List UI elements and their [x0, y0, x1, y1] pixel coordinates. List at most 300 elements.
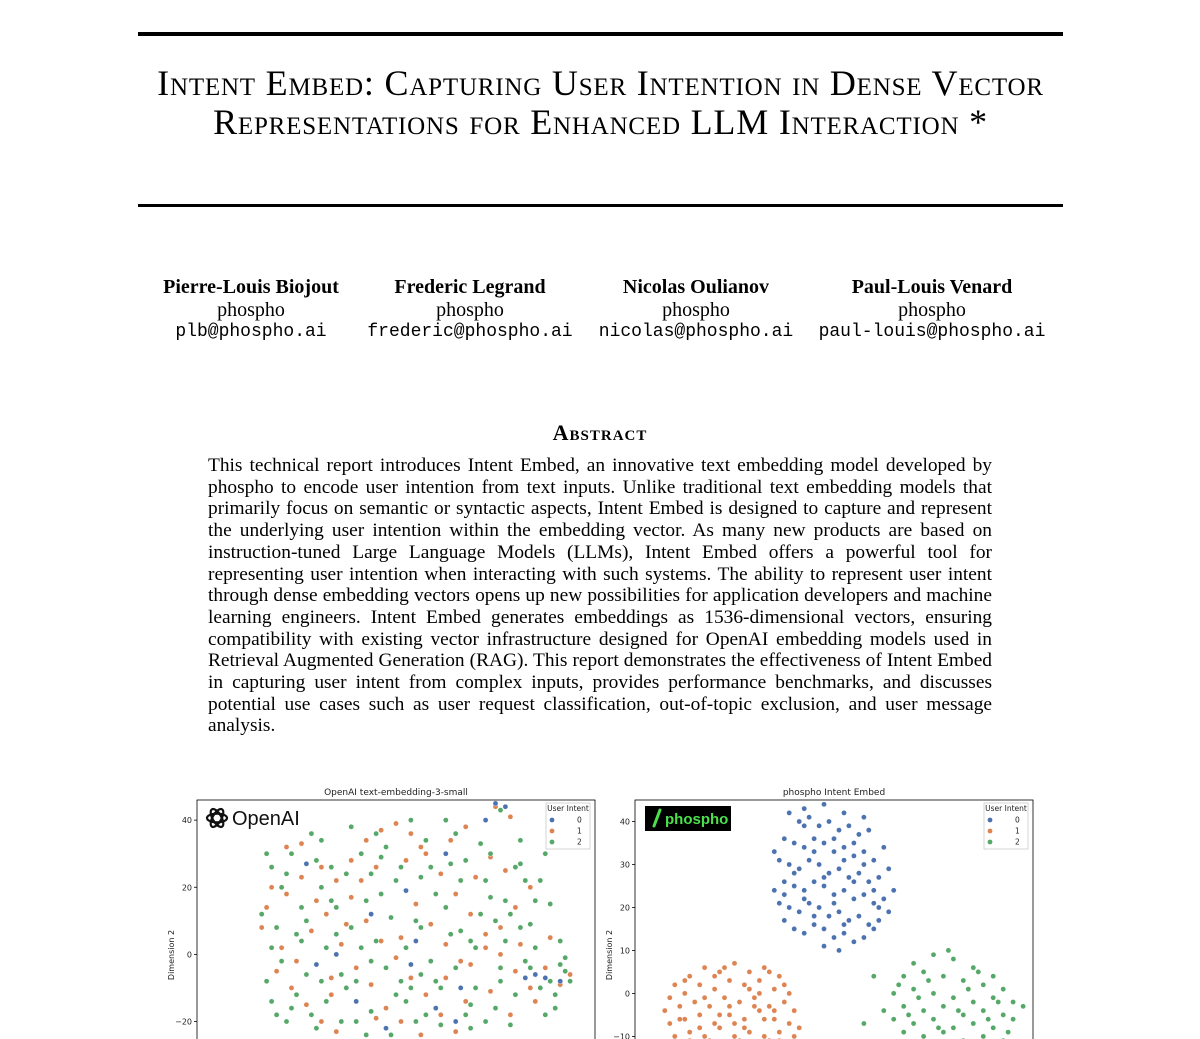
scatter-point-intent-1 — [319, 865, 324, 870]
scatter-point-intent-2 — [861, 1021, 866, 1026]
scatter-point-intent-0 — [836, 866, 841, 871]
scatter-point-intent-0 — [876, 918, 881, 923]
figure-openai-scatter — [160, 780, 610, 1039]
scatter-point-intent-2 — [379, 891, 384, 896]
scatter-point-intent-0 — [802, 931, 807, 936]
openai-knot-icon — [207, 807, 227, 829]
scatter-point-intent-2 — [563, 969, 568, 974]
scatter-point-intent-2 — [418, 925, 423, 930]
scatter-point-intent-1 — [662, 1008, 667, 1013]
scatter-point-intent-1 — [702, 965, 707, 970]
scatter-point-intent-0 — [866, 879, 871, 884]
scatter-point-intent-1 — [349, 858, 354, 863]
scatter-point-intent-2 — [458, 878, 463, 883]
scatter-point-intent-0 — [433, 1006, 438, 1011]
scatter-point-intent-0 — [782, 836, 787, 841]
scatter-point-intent-2 — [906, 1012, 911, 1017]
scatter-point-intent-1 — [528, 985, 533, 990]
scatter-point-intent-1 — [513, 905, 518, 910]
scatter-point-intent-0 — [831, 901, 836, 906]
scatter-point-intent-2 — [284, 871, 289, 876]
title-rule-top — [138, 32, 1063, 36]
scatter-point-intent-0 — [807, 858, 812, 863]
scatter-point-intent-2 — [468, 1002, 473, 1007]
scatter-point-intent-0 — [817, 823, 822, 828]
scatter-point-intent-2 — [438, 985, 443, 990]
scatter-point-intent-0 — [871, 901, 876, 906]
scatter-point-intent-0 — [821, 802, 826, 807]
scatter-point-intent-2 — [364, 898, 369, 903]
scatter-point-intent-2 — [349, 824, 354, 829]
scatter-point-intent-2 — [488, 895, 493, 900]
scatter-point-intent-1 — [762, 1034, 767, 1039]
scatter-point-intent-2 — [528, 965, 533, 970]
scatter-point-intent-1 — [354, 965, 359, 970]
scatter-point-intent-0 — [821, 926, 826, 931]
scatter-point-intent-1 — [737, 999, 742, 1004]
scatter-point-intent-1 — [667, 995, 672, 1000]
scatter-point-intent-0 — [777, 858, 782, 863]
scatter-point-intent-1 — [702, 1034, 707, 1039]
scatter-point-intent-1 — [374, 865, 379, 870]
scatter-point-intent-0 — [807, 901, 812, 906]
scatter-point-intent-1 — [359, 878, 364, 883]
scatter-point-intent-0 — [851, 939, 856, 944]
scatter-point-intent-0 — [304, 861, 309, 866]
scatter-point-intent-2 — [553, 1006, 558, 1011]
scatter-point-intent-0 — [861, 935, 866, 940]
scatter-point-intent-2 — [513, 992, 518, 997]
scatter-point-intent-0 — [831, 836, 836, 841]
scatter-point-intent-0 — [493, 801, 498, 806]
scatter-point-intent-0 — [846, 823, 851, 828]
chart-title: OpenAI text-embedding-3-small — [324, 788, 468, 798]
scatter-point-intent-1 — [379, 938, 384, 943]
data-points — [259, 801, 573, 1038]
scatter-point-intent-1 — [757, 978, 762, 983]
scatter-point-intent-1 — [329, 992, 334, 997]
scatter-point-intent-1 — [762, 965, 767, 970]
scatter-point-intent-2 — [468, 1026, 473, 1031]
scatter-point-intent-1 — [568, 972, 573, 977]
scatter-point-intent-2 — [274, 1012, 279, 1017]
scatter-point-intent-0 — [792, 883, 797, 888]
author-affiliation: phospho — [217, 299, 285, 321]
scatter-point-intent-2 — [304, 972, 309, 977]
scatter-point-intent-2 — [423, 1012, 428, 1017]
scatter-point-intent-0 — [483, 818, 488, 823]
scatter-point-intent-2 — [309, 831, 314, 836]
scatter-point-intent-2 — [513, 865, 518, 870]
scatter-point-intent-0 — [383, 1026, 388, 1031]
scatter-point-intent-1 — [314, 898, 319, 903]
scatter-point-intent-1 — [717, 1025, 722, 1030]
scatter-point-intent-0 — [458, 985, 463, 990]
scatter-point-intent-2 — [508, 1022, 513, 1027]
scatter-point-intent-0 — [886, 866, 891, 871]
scatter-point-intent-1 — [727, 978, 732, 983]
scatter-point-intent-2 — [946, 948, 951, 953]
scatter-point-intent-2 — [284, 1019, 289, 1024]
scatter-point-intent-2 — [1021, 1004, 1026, 1009]
scatter-point-intent-1 — [742, 982, 747, 987]
scatter-point-intent-2 — [896, 982, 901, 987]
scatter-point-intent-1 — [453, 891, 458, 896]
scatter-point-intent-2 — [1011, 1017, 1016, 1022]
scatter-point-intent-2 — [916, 995, 921, 1000]
scatter-point-intent-2 — [453, 965, 458, 970]
legend-title: User Intent — [547, 804, 589, 813]
scatter-point-intent-0 — [831, 935, 836, 940]
scatter-point-intent-0 — [812, 922, 817, 927]
scatter-point-intent-1 — [528, 885, 533, 890]
scatter-point-intent-2 — [966, 987, 971, 992]
scatter-point-intent-1 — [299, 875, 304, 880]
openai-scatter-chart — [160, 780, 610, 1039]
scatter-point-intent-0 — [881, 896, 886, 901]
scatter-point-intent-1 — [418, 1032, 423, 1037]
scatter-point-intent-2 — [319, 885, 324, 890]
scatter-point-intent-2 — [941, 974, 946, 979]
data-points — [662, 802, 1025, 1039]
scatter-point-intent-0 — [369, 912, 374, 917]
scatter-point-intent-0 — [443, 851, 448, 856]
scatter-point-intent-0 — [772, 888, 777, 893]
y-tick-label: 0 — [186, 950, 192, 960]
scatter-point-intent-1 — [413, 901, 418, 906]
scatter-point-intent-2 — [1001, 987, 1006, 992]
scatter-point-intent-2 — [533, 898, 538, 903]
scatter-point-intent-1 — [393, 955, 398, 960]
scatter-point-intent-1 — [428, 922, 433, 927]
scatter-point-intent-1 — [294, 959, 299, 964]
scatter-point-intent-0 — [413, 938, 418, 943]
scatter-point-intent-1 — [408, 831, 413, 836]
scatter-point-intent-0 — [841, 845, 846, 850]
scatter-point-intent-2 — [921, 969, 926, 974]
scatter-point-intent-2 — [558, 938, 563, 943]
scatter-point-intent-2 — [926, 978, 931, 983]
scatter-point-intent-2 — [428, 865, 433, 870]
scatter-point-intent-2 — [334, 905, 339, 910]
chart-title: phospho Intent Embed — [782, 788, 886, 798]
scatter-point-intent-1 — [488, 989, 493, 994]
scatter-point-intent-0 — [881, 845, 886, 850]
scatter-point-intent-1 — [508, 1012, 513, 1017]
scatter-point-intent-1 — [498, 925, 503, 930]
scatter-point-intent-2 — [259, 912, 264, 917]
scatter-point-intent-1 — [309, 928, 314, 933]
scatter-point-intent-1 — [339, 942, 344, 947]
scatter-point-intent-2 — [478, 841, 483, 846]
paper-title: Intent Embed: Capturing User Intention in Dense Vector Representations for Enhanced LLM Interaction * — [157, 63, 1044, 142]
scatter-point-intent-1 — [732, 1034, 737, 1039]
scatter-point-intent-2 — [398, 979, 403, 984]
scatter-point-intent-0 — [523, 975, 528, 980]
scatter-point-intent-1 — [717, 969, 722, 974]
scatter-point-intent-2 — [314, 1026, 319, 1031]
scatter-point-intent-1 — [364, 918, 369, 923]
scatter-point-intent-2 — [438, 1022, 443, 1027]
scatter-point-intent-0 — [826, 914, 831, 919]
y-tick-label: 40 — [181, 816, 192, 826]
scatter-point-intent-1 — [747, 1030, 752, 1035]
scatter-point-intent-1 — [289, 985, 294, 990]
scatter-point-intent-2 — [971, 1021, 976, 1026]
scatter-point-intent-2 — [369, 1009, 374, 1014]
scatter-point-intent-1 — [304, 1002, 309, 1007]
scatter-point-intent-1 — [483, 932, 488, 937]
scatter-point-intent-0 — [812, 836, 817, 841]
scatter-point-intent-0 — [851, 840, 856, 845]
scatter-point-intent-2 — [408, 818, 413, 823]
author-affiliation: phospho — [898, 299, 966, 321]
scatter-point-intent-0 — [846, 875, 851, 880]
scatter-point-intent-1 — [752, 995, 757, 1000]
scatter-point-intent-2 — [568, 979, 573, 984]
scatter-point-intent-1 — [379, 828, 384, 833]
scatter-point-intent-2 — [523, 878, 528, 883]
scatter-point-intent-0 — [866, 828, 871, 833]
scatter-point-intent-1 — [473, 875, 478, 880]
y-tick-label: 20 — [181, 883, 192, 893]
scatter-point-intent-1 — [533, 999, 538, 1004]
scatter-point-intent-2 — [563, 955, 568, 960]
scatter-point-intent-0 — [334, 952, 339, 957]
legend-label: 0 — [577, 815, 582, 825]
legend-label: 0 — [1015, 815, 1020, 825]
scatter-point-intent-2 — [473, 985, 478, 990]
scatter-point-intent-2 — [264, 979, 269, 984]
scatter-point-intent-1 — [792, 1008, 797, 1013]
y-tick-label: 30 — [619, 860, 630, 870]
legend-marker-1 — [550, 829, 555, 834]
scatter-point-intent-2 — [339, 1019, 344, 1024]
scatter-point-intent-2 — [279, 885, 284, 890]
scatter-point-intent-1 — [797, 1025, 802, 1030]
scatter-point-intent-0 — [856, 832, 861, 837]
scatter-point-intent-2 — [339, 972, 344, 977]
scatter-point-intent-0 — [836, 909, 841, 914]
scatter-point-intent-0 — [861, 815, 866, 820]
scatter-point-intent-2 — [493, 918, 498, 923]
scatter-point-intent-2 — [901, 974, 906, 979]
scatter-point-intent-2 — [483, 878, 488, 883]
legend — [546, 803, 590, 849]
scatter-point-intent-2 — [508, 912, 513, 917]
scatter-point-intent-1 — [722, 965, 727, 970]
legend-marker-0 — [988, 818, 993, 823]
scatter-point-intent-2 — [1011, 999, 1016, 1004]
scatter-point-intent-2 — [428, 959, 433, 964]
scatter-point-intent-2 — [901, 1030, 906, 1035]
scatter-point-intent-2 — [543, 1012, 548, 1017]
figure-phospho-scatter — [598, 780, 1048, 1039]
scatter-point-intent-2 — [991, 974, 996, 979]
scatter-point-intent-2 — [981, 1008, 986, 1013]
legend — [984, 803, 1028, 849]
scatter-point-intent-0 — [797, 909, 802, 914]
scatter-point-intent-2 — [433, 891, 438, 896]
scatter-point-intent-2 — [951, 956, 956, 961]
scatter-point-intent-1 — [503, 868, 508, 873]
author-block — [802, 276, 1062, 343]
author-email: frederic@phospho.ai — [367, 322, 573, 342]
scatter-point-intent-0 — [846, 918, 851, 923]
y-tick-labels — [175, 816, 197, 1026]
scatter-point-intent-2 — [991, 995, 996, 1000]
scatter-point-intent-1 — [269, 885, 274, 890]
scatter-point-intent-1 — [284, 844, 289, 849]
scatter-point-intent-1 — [344, 922, 349, 927]
scatter-point-intent-0 — [871, 888, 876, 893]
author-name: Nicolas Oulianov — [622, 276, 770, 298]
scatter-point-intent-1 — [787, 1021, 792, 1026]
scatter-point-intent-2 — [383, 844, 388, 849]
scatter-point-intent-0 — [856, 914, 861, 919]
scatter-point-intent-1 — [393, 821, 398, 826]
scatter-point-intent-2 — [468, 938, 473, 943]
scatter-point-intent-0 — [802, 845, 807, 850]
scatter-point-intent-2 — [548, 979, 553, 984]
scatter-point-intent-0 — [797, 819, 802, 824]
scatter-point-intent-1 — [677, 1017, 682, 1022]
scatter-point-intent-0 — [558, 979, 563, 984]
scatter-point-intent-2 — [269, 945, 274, 950]
scatter-point-intent-2 — [383, 965, 388, 970]
y-tick-label: 20 — [619, 903, 630, 913]
scatter-point-intent-2 — [309, 1012, 314, 1017]
scatter-point-intent-1 — [274, 969, 279, 974]
scatter-point-intent-2 — [388, 915, 393, 920]
scatter-point-intent-2 — [951, 1025, 956, 1030]
scatter-point-intent-1 — [398, 1019, 403, 1024]
scatter-point-intent-0 — [841, 888, 846, 893]
abstract-text: This technical report introduces Intent Embed, an innovative text embedding model developed by phospho to encode user intention from text inputs. Unlike traditional text embedding models that primarily focus on semantic or syntactic aspects, Intent Embed is designed to capture and represent the underlying user intention within the embedding vector. As many new products are based on instruction-tuned Large Language Models (LLMs), Intent Embed offers a powerful tool for representing user intention when interacting with such systems. The ability to represent user intent through dense embedding vectors opens up new possibilities for application developers and machine learning engineers. Intent Embed generates embeddings as 1536-dimensional vectors, ensuring compatibility with existing vector infrastructure designed for OpenAI embedding models used in Retrieval Augmented Generation (RAG). This report demonstrates the effectiveness of Intent Embed in capturing user intent from complex inputs, provides performance benchmarks, and discusses potential use cases such as user request classification, out-of-topic exclusion, and user message analysis. — [208, 455, 992, 737]
scatter-point-intent-1 — [349, 895, 354, 900]
scatter-point-intent-2 — [269, 865, 274, 870]
scatter-point-intent-1 — [334, 878, 339, 883]
scatter-point-intent-0 — [787, 810, 792, 815]
scatter-point-intent-2 — [558, 962, 563, 967]
scatter-point-intent-1 — [777, 974, 782, 979]
scatter-point-intent-2 — [329, 898, 334, 903]
scatter-point-intent-1 — [264, 905, 269, 910]
author-affiliation: phospho — [662, 299, 730, 321]
scatter-point-intent-2 — [996, 999, 1001, 1004]
scatter-point-intent-2 — [488, 851, 493, 856]
scatter-point-intent-2 — [324, 945, 329, 950]
scatter-point-intent-2 — [388, 1032, 393, 1037]
scatter-point-intent-1 — [672, 1034, 677, 1039]
scatter-point-intent-1 — [329, 975, 334, 980]
scatter-point-intent-2 — [294, 932, 299, 937]
scatter-point-intent-2 — [543, 851, 548, 856]
y-tick-label: 10 — [619, 946, 630, 956]
scatter-point-intent-0 — [812, 879, 817, 884]
scatter-point-intent-1 — [483, 945, 488, 950]
scatter-point-intent-1 — [707, 1004, 712, 1009]
scatter-point-intent-2 — [941, 1030, 946, 1035]
scatter-point-intent-0 — [453, 1019, 458, 1024]
abstract-heading: Abstract — [552, 420, 648, 445]
scatter-point-intent-2 — [911, 1021, 916, 1026]
scatter-point-intent-2 — [279, 959, 284, 964]
author-block — [340, 276, 600, 343]
scatter-point-intent-0 — [841, 931, 846, 936]
scatter-point-intent-2 — [921, 1034, 926, 1039]
scatter-point-intent-0 — [533, 972, 538, 977]
scatter-point-intent-2 — [398, 865, 403, 870]
scatter-point-intent-0 — [861, 892, 866, 897]
scatter-point-intent-1 — [717, 1012, 722, 1017]
scatter-point-intent-1 — [747, 987, 752, 992]
legend-marker-2 — [988, 840, 993, 845]
phospho-scatter-chart — [598, 780, 1048, 1039]
legend-label: 2 — [577, 837, 582, 847]
scatter-point-intent-1 — [498, 952, 503, 957]
scatter-point-intent-1 — [722, 995, 727, 1000]
legend-title: User Intent — [985, 804, 1027, 813]
scatter-point-intent-0 — [876, 905, 881, 910]
scatter-point-intent-1 — [279, 945, 284, 950]
scatter-point-intent-1 — [682, 991, 687, 996]
scatter-point-intent-1 — [364, 838, 369, 843]
scatter-point-intent-2 — [344, 871, 349, 876]
scatter-point-intent-1 — [423, 851, 428, 856]
scatter-point-intent-0 — [782, 892, 787, 897]
legend-label: 2 — [1015, 837, 1020, 847]
scatter-point-intent-1 — [443, 942, 448, 947]
author-name: Frederic Legrand — [394, 276, 546, 298]
scatter-point-intent-2 — [981, 982, 986, 987]
scatter-point-intent-1 — [468, 912, 473, 917]
scatter-point-intent-1 — [677, 1004, 682, 1009]
scatter-point-intent-1 — [732, 1021, 737, 1026]
scatter-point-intent-0 — [876, 875, 881, 880]
scatter-point-intent-2 — [891, 1017, 896, 1022]
scatter-point-intent-0 — [871, 858, 876, 863]
scatter-point-intent-1 — [762, 1017, 767, 1022]
scatter-point-intent-0 — [821, 840, 826, 845]
scatter-point-intent-0 — [821, 875, 826, 880]
scatter-point-intent-1 — [383, 1006, 388, 1011]
scatter-point-intent-1 — [408, 975, 413, 980]
y-tick-labels — [613, 817, 635, 1039]
scatter-point-intent-2 — [1001, 1012, 1006, 1017]
scatter-point-intent-0 — [836, 828, 841, 833]
scatter-point-intent-2 — [299, 905, 304, 910]
scatter-point-intent-0 — [787, 905, 792, 910]
scatter-point-intent-0 — [403, 888, 408, 893]
scatter-point-intent-2 — [518, 838, 523, 843]
scatter-point-intent-2 — [951, 995, 956, 1000]
scatter-point-intent-1 — [448, 838, 453, 843]
scatter-point-intent-2 — [473, 945, 478, 950]
scatter-point-intent-2 — [961, 978, 966, 983]
scatter-point-intent-2 — [498, 965, 503, 970]
scatter-point-intent-1 — [463, 999, 468, 1004]
scatter-point-intent-2 — [448, 861, 453, 866]
scatter-point-intent-1 — [458, 959, 463, 964]
legend-marker-2 — [550, 840, 555, 845]
scatter-point-intent-1 — [742, 1025, 747, 1030]
scatter-point-intent-0 — [782, 879, 787, 884]
legend-marker-1 — [988, 829, 993, 834]
scatter-point-intent-0 — [821, 883, 826, 888]
scatter-point-intent-1 — [334, 1029, 339, 1034]
scatter-point-intent-2 — [538, 878, 543, 883]
